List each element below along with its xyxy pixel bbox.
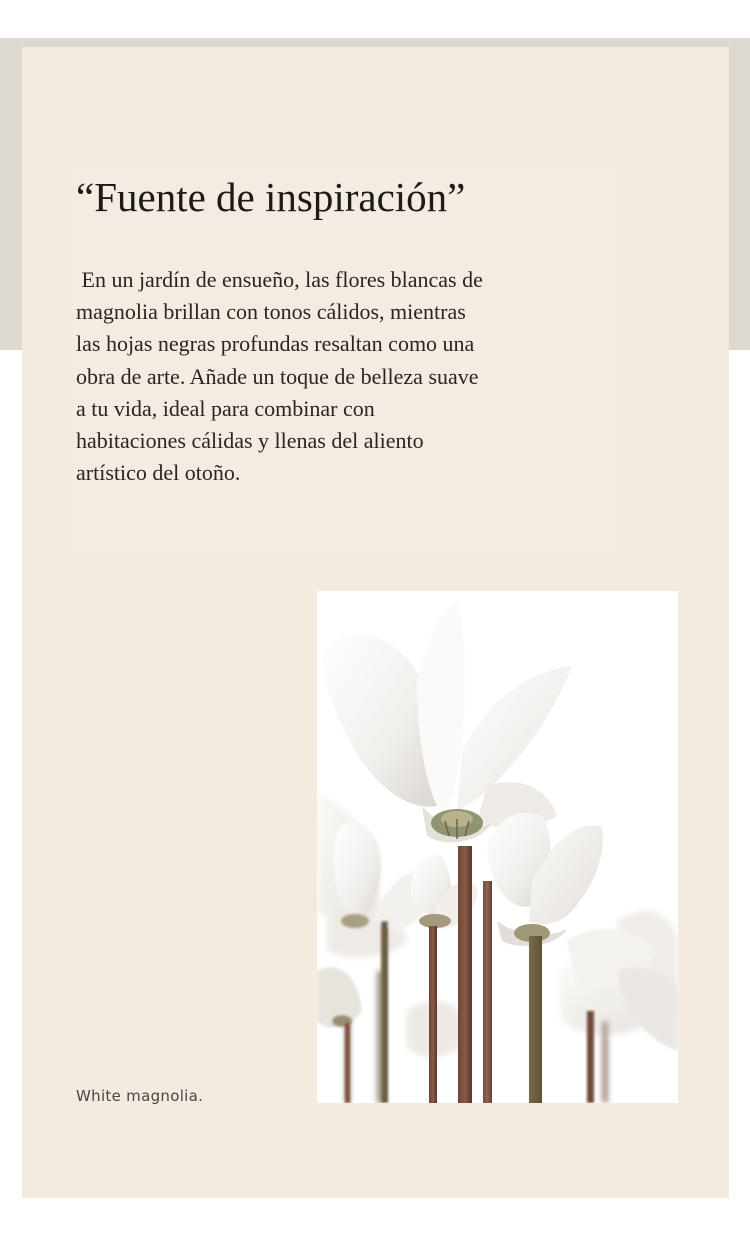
photo-caption: White magnolia. — [76, 1087, 204, 1105]
description-paragraph: En un jardín de ensueño, las flores blancas de magnolia brillan con tonos cálidos, mientras las hojas negras profundas resaltan como una obra de arte. Añade un toque de belleza suave a tu vida, ideal para combinar con habitaciones cálidas y llenas del aliento artístico del otoño. — [76, 267, 483, 486]
magnolia-photo — [317, 591, 678, 1103]
page-title: “Fuente de inspiración” — [76, 174, 466, 220]
content-card — [22, 47, 729, 1198]
